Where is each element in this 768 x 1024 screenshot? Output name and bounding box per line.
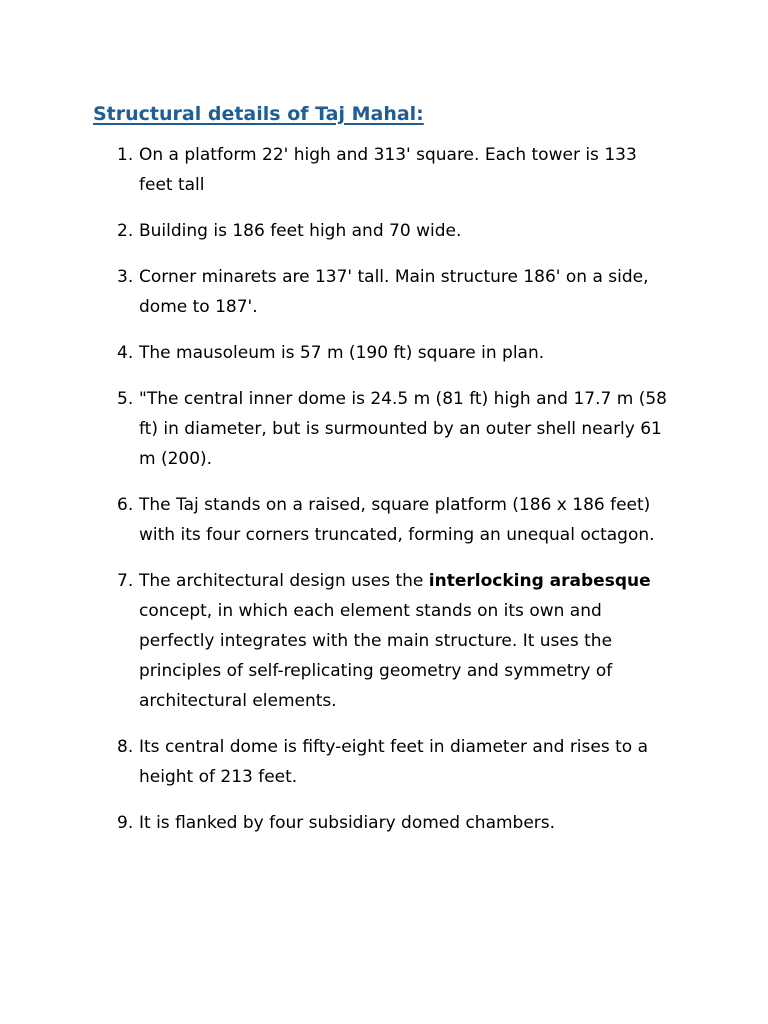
list-item-text: The Taj stands on a raised, square platform (186 x 186 feet) with its four corners truncated, forming an unequal octagon. [139, 495, 655, 545]
list-item [108, 732, 668, 792]
list-item [108, 262, 668, 322]
list-item-number: 6. [117, 495, 134, 515]
list-item-number: 5. [117, 389, 134, 409]
list-item-text: It is flanked by four subsidiary domed chambers. [139, 813, 556, 833]
list-item-text: The mausoleum is 57 m (190 ft) square in plan. [139, 343, 545, 363]
list-item-bold-term: interlocking arabesque [428, 571, 651, 591]
list-item-text: On a platform 22' high and 313' square. Each tower is 133 feet tall [139, 145, 637, 195]
list-item [108, 338, 668, 368]
list-item-text-after: concept, in which each element stands on its own and perfectly integrates with the main structure. It uses the principles of self-replicating geometry and symmetry of architectural elements. [139, 601, 613, 711]
list-item-number: 8. [117, 737, 134, 757]
list-item-text: "The central inner dome is 24.5 m (81 ft) high and 17.7 m (58 ft) in diameter, but is surmounted by an outer shell nearly 61 m (200). [139, 389, 667, 469]
list-item [108, 216, 668, 246]
list-item-number: 9. [117, 813, 134, 833]
list-item-number: 4. [117, 343, 134, 363]
list-item-number: 7. [117, 571, 134, 591]
list-item [108, 566, 668, 716]
list-item-text-before: The architectural design uses the [139, 571, 429, 591]
list-item-number: 1. [117, 145, 134, 165]
list-item-number: 2. [117, 221, 134, 241]
document-heading: Structural details of Taj Mahal: [93, 103, 424, 125]
list-item [108, 490, 668, 550]
list-item [108, 140, 668, 200]
list-item-text: Corner minarets are 137' tall. Main structure 186' on a side, dome to 187'. [139, 267, 649, 317]
list-item-number: 3. [117, 267, 134, 287]
list-item-text: Building is 186 feet high and 70 wide. [139, 221, 462, 241]
structural-details-list [108, 140, 668, 854]
list-item [108, 808, 668, 838]
list-item-text: Its central dome is fifty-eight feet in diameter and rises to a height of 213 feet. [139, 737, 648, 787]
list-item [108, 384, 668, 474]
